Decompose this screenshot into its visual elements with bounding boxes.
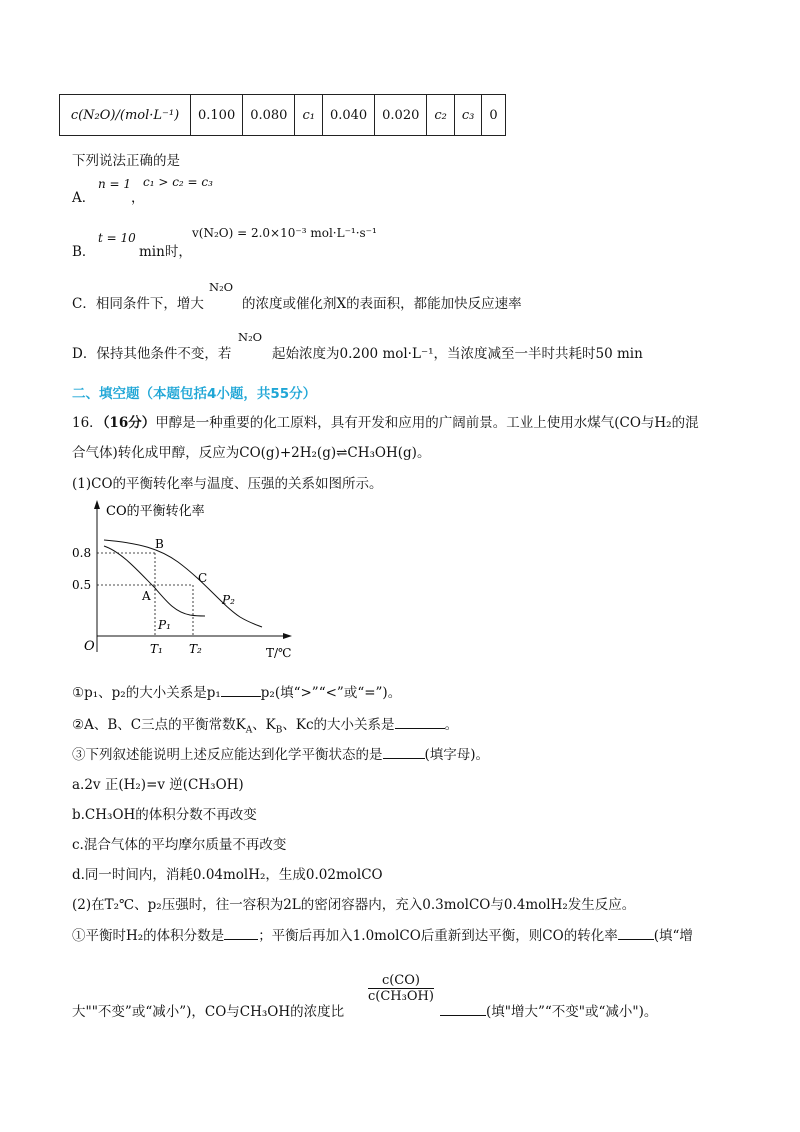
subq-text: 。 <box>444 717 459 733</box>
answer-blank[interactable] <box>440 1001 486 1016</box>
concentration-ratio-fraction <box>368 973 434 1004</box>
subq-text: ；平衡后再加入1.0molCO后重新到达平衡，则CO的转化率 <box>258 928 618 944</box>
x-axis-arrow <box>283 633 292 639</box>
chart-title: CO的平衡转化率 <box>106 504 205 519</box>
option-c-text: 的浓度或催化剂X的表面积，都能加快反应速率 <box>242 296 522 312</box>
subscript: A <box>245 725 253 736</box>
series-label-p1: P₁ <box>158 618 171 632</box>
x-tick-label: T₂ <box>189 642 202 656</box>
x-tick-label: T₁ <box>150 642 163 656</box>
table-cell: c₂ <box>427 95 455 136</box>
table-cell: 0.100 <box>191 95 243 136</box>
conversion-chart <box>60 495 320 665</box>
answer-blank[interactable] <box>221 682 261 697</box>
subq-3 <box>72 743 489 763</box>
table-cell: 0.040 <box>322 95 374 136</box>
series-label-p2: P₂ <box>222 593 235 607</box>
option-a-label: A． <box>72 190 96 206</box>
option-d-label: D．保持其他条件不变，若 <box>72 346 232 362</box>
subq-text: ①平衡时H₂的体积分数是 <box>72 928 225 944</box>
y-tick-label: 0.8 <box>72 546 92 560</box>
subq-text: (填“增 <box>653 928 693 944</box>
option-c-formula: N₂O <box>209 280 234 294</box>
subscript: B <box>275 725 283 736</box>
table-row <box>60 95 506 136</box>
curve-p2 <box>104 540 262 627</box>
q16-part2-line1 <box>72 924 693 944</box>
fraction-denominator: c(CH₃OH) <box>368 989 434 1004</box>
answer-blank[interactable] <box>618 925 654 940</box>
table-cell: c₃ <box>454 95 482 136</box>
option-a-sep: ， <box>131 190 145 206</box>
option-b-math1: t = 10 <box>98 231 136 245</box>
fraction-numerator: c(CO) <box>368 973 434 989</box>
x-axis-label: T/℃ <box>266 646 292 660</box>
answer-blank[interactable] <box>395 714 445 729</box>
y-axis-arrow <box>94 500 100 509</box>
option-a-math2: c₁ > c₂ = c₃ <box>143 175 213 189</box>
subq-text: ②A、B、C三点的平衡常数K <box>72 717 246 733</box>
choice-d: d.同一时间内，消耗0.04molH₂，生成0.02molCO <box>72 867 383 883</box>
point-label-a: A <box>142 589 151 603</box>
choice-a: a.2v 正(H₂)=v 逆(CH₃OH) <box>72 777 244 793</box>
subq-text: ①p₁、p₂的大小关系是p₁ <box>72 685 221 701</box>
subq-text: (填字母)。 <box>424 747 490 763</box>
table-cell: c₁ <box>295 95 323 136</box>
concentration-table <box>59 94 506 136</box>
table-cell: 0.020 <box>375 95 427 136</box>
y-tick-label: 0.5 <box>72 578 92 592</box>
q16-intro-line1 <box>72 411 699 431</box>
q16-part1-text: (1)CO的平衡转化率与温度、压强的关系如图所示。 <box>72 476 383 492</box>
subq-text: p₂(填“>”“<”或“=”)。 <box>260 685 402 701</box>
option-d-formula: N₂O <box>238 330 263 344</box>
option-c-label: C．相同条件下，增大 <box>72 296 204 312</box>
option-b-text: min时， <box>139 244 192 260</box>
option-b-math2: v(N₂O) = 2.0×10⁻³ mol·L⁻¹·s⁻¹ <box>192 226 377 240</box>
subq-text: ③下列叙述能说明上述反应能达到化学平衡状态的是 <box>72 747 383 763</box>
table-cell: 0 <box>482 95 505 136</box>
q16-part2-line2: 大""不变”或“减小”)，CO与CH₃OH的浓度比 <box>72 1004 345 1020</box>
subq-text: (填"增大”“不变"或“减小")。 <box>486 1004 658 1020</box>
q16-intro-line2: 合气体)转化成甲醇，反应为CO(g)+2H₂(g)⇌CH₃OH(g)。 <box>72 445 431 461</box>
section-heading: 二、填空题（本题包括4小题，共55分） <box>72 386 317 402</box>
choice-c: c.混合气体的平均摩尔质量不再改变 <box>72 837 287 853</box>
point-label-b: B <box>155 537 164 551</box>
subq-text: 、Kc的大小关系是 <box>282 717 395 733</box>
option-a-math1: n = 1 <box>98 177 132 191</box>
q16-part2-text: (2)在T₂℃、p₂压强时，往一容积为2L的密闭容器内，充入0.3molCO与0.4molH₂发生反应。 <box>72 897 636 913</box>
question-text: 甲醇是一种重要的化工原料，具有开发和应用的广阔前景。工业上使用水煤气(CO与H₂的混 <box>155 415 699 431</box>
table-cell: 0.080 <box>243 95 295 136</box>
table-header-cell: c(N₂O)/(mol·L⁻¹) <box>60 95 191 136</box>
origin-label: O <box>84 639 95 654</box>
q16-part2-line2-end <box>440 1000 657 1020</box>
answer-blank[interactable] <box>383 744 425 759</box>
subq-text: 、K <box>252 717 276 733</box>
question-stem: 下列说法正确的是 <box>72 153 180 169</box>
curve-p1 <box>104 546 208 616</box>
option-d-text: 起始浓度为0.200 mol·L⁻¹，当浓度减至一半时共耗时50 min <box>272 346 643 362</box>
point-label-c: C <box>198 571 208 585</box>
answer-blank[interactable] <box>224 925 258 940</box>
choice-b: b.CH₃OH的体积分数不再改变 <box>72 807 257 823</box>
question-number: 16． <box>72 415 103 431</box>
subq-1 <box>72 681 401 701</box>
option-b-label: B． <box>72 244 96 260</box>
subq-2 <box>72 713 458 736</box>
question-score: （16分） <box>102 415 156 431</box>
